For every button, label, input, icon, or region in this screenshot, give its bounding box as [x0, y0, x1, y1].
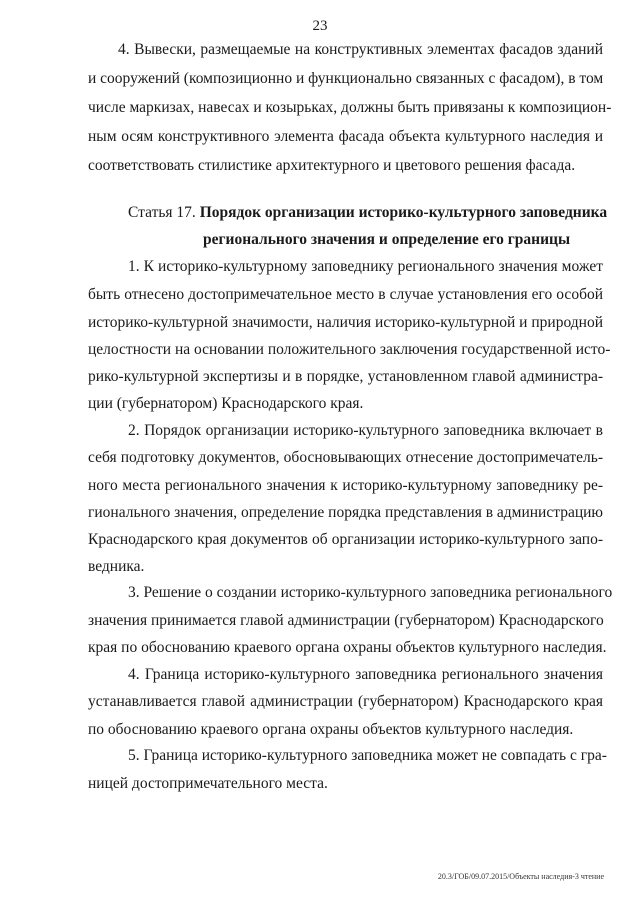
article-label: Статья 17. — [128, 204, 196, 221]
text-line: соответствовать стилистике архитектурного и цветового решения фасада. — [88, 157, 576, 174]
text-line: целостности на основании положительного заключения государственной исто- — [88, 341, 611, 358]
text-line: быть отнесено достопримечательное место в случае установления его особой — [88, 286, 603, 303]
article-heading-line-1 — [128, 203, 608, 223]
text-line: гионального значения, определение порядка представления в администрацию — [88, 504, 603, 521]
text-line: 5. Граница историко-культурного заповедника может не совпадать с гра- — [128, 747, 607, 764]
text-line: ции (губернатором) Краснодарского края. — [88, 395, 364, 412]
text-line: ным осям конструктивного элемента фасада объекта культурного наследия и — [88, 128, 603, 145]
text-line: ведника. — [88, 558, 145, 575]
text-line: ницей достопримечательного места. — [88, 775, 328, 792]
text-line: и сооружений (композиционно и функционально связанных с фасадом), в том — [88, 70, 604, 87]
text-line: историко-культурной значимости, наличия историко-культурной и природной — [88, 314, 603, 331]
text-line: Краснодарского края документов об организации историко-культурного запо- — [88, 531, 603, 548]
article-title-part-2: регионального значения и определение его границы — [203, 231, 571, 248]
text-line: числе маркизах, навесах и козырьках, должны быть привязаны к композицион- — [88, 99, 612, 116]
text-line: значения принимается главой администрации (губернатором) Краснодарского — [88, 612, 604, 629]
text-line: по обоснованию краевого органа охраны объектов культурного наследия. — [88, 721, 574, 738]
text-line: 1. К историко-культурному заповеднику регионального значения может — [128, 258, 603, 275]
text-line: рико-культурной экспертизы и в порядке, установленном главой администра- — [88, 368, 603, 385]
text-line: края по обоснованию краевого органа охраны объектов культурного наследия. — [88, 639, 607, 656]
text-line: устанавливается главой администрации (губернатором) Краснодарского края — [88, 693, 603, 710]
document-footer: 20.3/ГОБ/09.07.2015/Объекты наследия-3 чтение — [437, 872, 604, 881]
page-number: 23 — [312, 18, 328, 34]
text-line: ного места регионального значения к историко-культурному заповеднику ре- — [88, 477, 603, 494]
article-heading-line-2 — [203, 230, 603, 250]
article-title-part-1: Порядок организации историко-культурного заповедника — [199, 204, 608, 221]
text-line: 4. Вывески, размещаемые на конструктивных элементах фасадов зданий — [118, 41, 603, 58]
text-line: 2. Порядок организации историко-культурного заповедника включает в — [128, 422, 603, 439]
text-line: себя подготовку документов, обосновывающих отнесение достопримечатель- — [88, 449, 603, 466]
text-line: 3. Решение о создании историко-культурного заповедника регионального — [128, 584, 613, 601]
text-line: 4. Граница историко-культурного заповедника регионального значения — [128, 666, 603, 683]
